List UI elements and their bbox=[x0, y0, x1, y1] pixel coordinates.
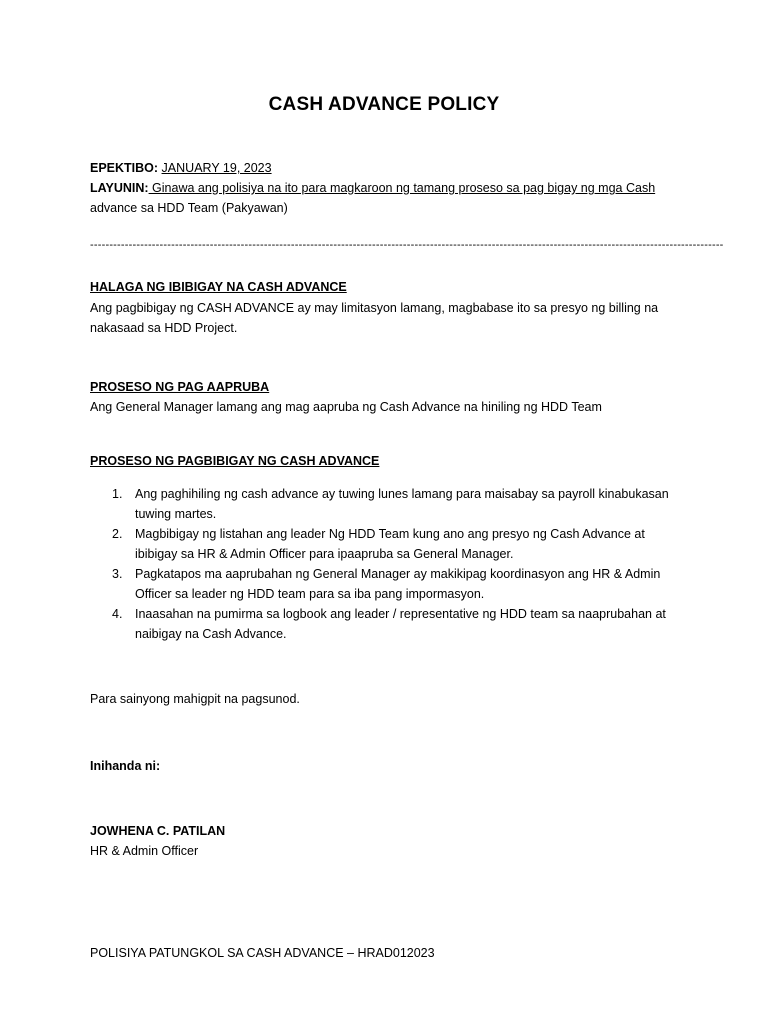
section-approval-heading: PROSESO NG PAG AAPRUBA bbox=[90, 380, 270, 394]
section-amount-line-1: Ang pagbibigay ng CASH ADVANCE ay may limitasyon lamang, magbabase ito sa presyo ng billing na bbox=[90, 301, 659, 315]
step-text-1: Pagkatapos ma aaprubahan ng General Manager ay makikipag koordinasyon ang HR & Admin bbox=[135, 567, 661, 581]
step-number: 3. bbox=[112, 567, 123, 581]
section-amount-line-2: nakasaad sa HDD Project. bbox=[90, 321, 238, 335]
step-text-1: Ang paghihiling ng cash advance ay tuwing lunes lamang para maisabay sa payroll kinabukasan bbox=[135, 487, 669, 501]
document-footer: POLISIYA PATUNGKOL SA CASH ADVANCE – HRAD012023 bbox=[90, 946, 435, 960]
section-amount-heading: HALAGA NG IBIBIGAY NA CASH ADVANCE bbox=[90, 280, 347, 294]
section-approval-line-1: Ang General Manager lamang ang mag aapruba ng Cash Advance na hiniling ng HDD Team bbox=[90, 400, 602, 414]
section-process-heading: PROSESO NG PAGBIBIGAY NG CASH ADVANCE bbox=[90, 454, 380, 468]
list-item bbox=[90, 524, 680, 564]
objective-text-1: Ginawa ang polisiya na ito para magkaroon ng tamang proseso sa pag bigay ng mga Cash bbox=[148, 181, 656, 195]
prepared-by-label: Inihanda ni: bbox=[90, 759, 161, 773]
list-item bbox=[90, 564, 680, 604]
objective-line-2: advance sa HDD Team (Pakyawan) bbox=[90, 201, 288, 215]
step-text-2: ibibigay sa HR & Admin Officer para ipaapruba sa General Manager. bbox=[135, 547, 514, 561]
process-steps-list bbox=[90, 484, 680, 644]
effectivity-date: JANUARY 19, 2023 bbox=[161, 161, 272, 175]
effectivity-label: EPEKTIBO: bbox=[90, 161, 159, 175]
step-number: 1. bbox=[112, 487, 123, 501]
signatory-name: JOWHENA C. PATILAN bbox=[90, 824, 226, 838]
step-text-2: Officer sa leader ng HDD team para sa iba pang impormasyon. bbox=[135, 587, 485, 601]
step-text-2: tuwing martes. bbox=[135, 507, 217, 521]
objective-label: LAYUNIN: bbox=[90, 181, 149, 195]
objective-line-1 bbox=[90, 178, 655, 198]
step-text-1: Inaasahan na pumirma sa logbook ang leader / representative ng HDD team sa naaprubahan at bbox=[135, 607, 666, 621]
step-number: 4. bbox=[112, 607, 123, 621]
step-text-1: Magbibigay ng listahan ang leader Ng HDD Team kung ano ang presyo ng Cash Advance at bbox=[135, 527, 645, 541]
step-text-2: naibigay na Cash Advance. bbox=[135, 627, 287, 641]
signatory-position: HR & Admin Officer bbox=[90, 844, 199, 858]
separator-line: -------------------------------------------------------------------------------------------------------------------------------------------------------------------- bbox=[90, 239, 724, 251]
closing-statement: Para sainyong mahigpit na pagsunod. bbox=[90, 692, 300, 706]
step-number: 2. bbox=[112, 527, 123, 541]
list-item bbox=[90, 604, 680, 644]
effectivity-line bbox=[90, 158, 272, 178]
list-item bbox=[90, 484, 680, 524]
document-title: CASH ADVANCE POLICY bbox=[268, 94, 500, 115]
